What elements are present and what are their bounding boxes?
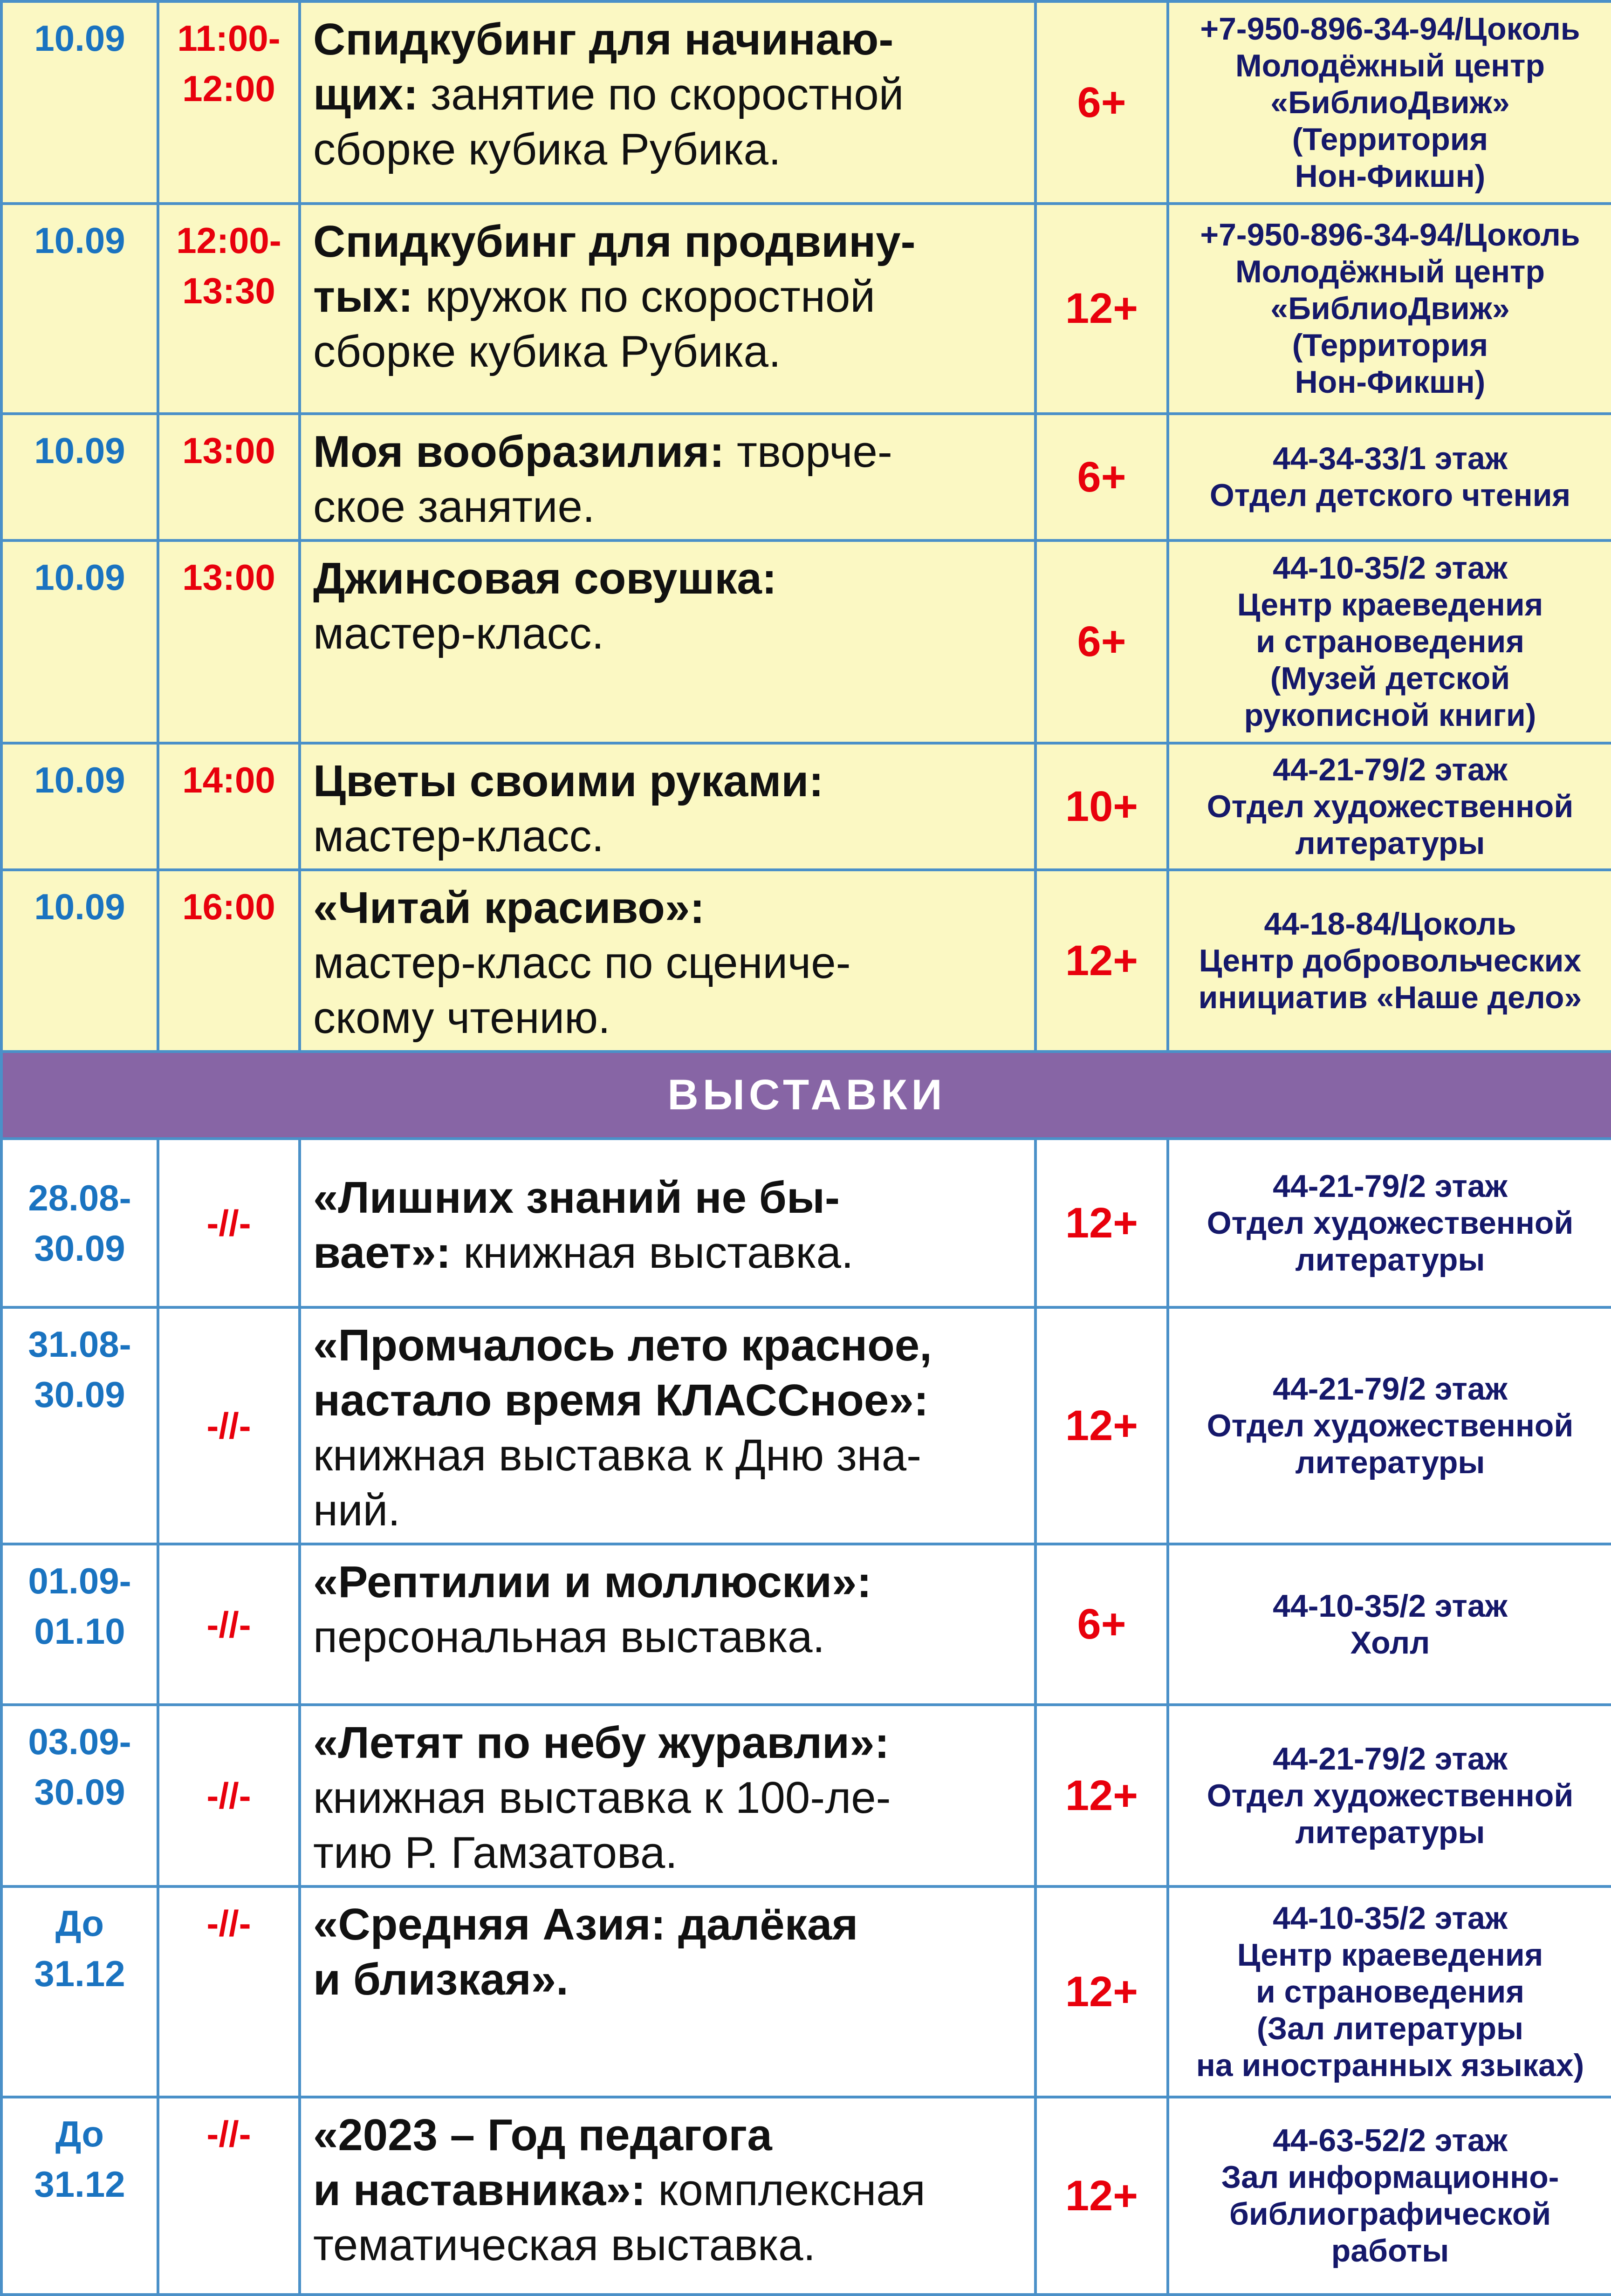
exhibition-row [1,1705,1611,1886]
event-title: «Читай красиво»: мастер-класс по сцениче- скому чтению. [300,870,1035,1052]
event-row [1,414,1611,540]
age-rating: 6+ [1035,540,1168,743]
age-rating: 12+ [1035,1139,1168,1307]
exhibition-dates: 31.08- 30.09 [1,1307,158,1544]
event-row [1,1,1611,204]
age-rating: 6+ [1035,414,1168,540]
event-time: 13:00 [158,540,300,743]
event-title: Цветы своими руками: мастер-класс. [300,743,1035,870]
exhibition-time: -//- [158,1705,300,1886]
exhibition-location: 44-21-79/2 этаж Отдел художественной литературы [1168,1139,1611,1307]
exhibition-dates: До 31.12 [1,1886,158,2097]
exhibition-time: -//- [158,2097,300,2295]
exhibition-title: «Рептилии и моллюски»: персональная выставка. [300,1544,1035,1705]
schedule-body [1,1,1611,2295]
exhibition-row [1,1886,1611,2097]
event-time: 14:00 [158,743,300,870]
event-date: 10.09 [1,743,158,870]
event-date: 10.09 [1,1,158,204]
exhibition-location: 44-21-79/2 этаж Отдел художественной литературы [1168,1307,1611,1544]
exhibition-dates: 28.08- 30.09 [1,1139,158,1307]
event-location: +7-950-896-34-94/Цоколь Молодёжный центр «БиблиоДвиж» (Территория Нон-Фикшн) [1168,204,1611,414]
exhibition-location: 44-10-35/2 этаж Центр краеведения и страноведения (Зал литературы на иностранных языках) [1168,1886,1611,2097]
exhibition-time: -//- [158,1886,300,2097]
exhibition-row [1,1139,1611,1307]
event-title: Моя вообразилия: творче- ское занятие. [300,414,1035,540]
event-date: 10.09 [1,870,158,1052]
exhibition-dates: 01.09- 01.10 [1,1544,158,1705]
event-location: 44-10-35/2 этаж Центр краеведения и страноведения (Музей детской рукописной книги) [1168,540,1611,743]
event-date: 10.09 [1,204,158,414]
exhibition-time: -//- [158,1139,300,1307]
exhibition-title: «Летят по небу журавли»: книжная выставка к 100-ле- тию Р. Гамзатова. [300,1705,1035,1886]
exhibition-dates: До 31.12 [1,2097,158,2295]
event-location: 44-34-33/1 этаж Отдел детского чтения [1168,414,1611,540]
exhibition-title: «2023 – Год педагога и наставника»: комплексная тематическая выставка. [300,2097,1035,2295]
exhibition-row [1,2097,1611,2295]
age-rating: 12+ [1035,1886,1168,2097]
event-row [1,870,1611,1052]
event-title: Джинсовая совушка: мастер-класс. [300,540,1035,743]
age-rating: 10+ [1035,743,1168,870]
event-time: 13:00 [158,414,300,540]
event-time: 16:00 [158,870,300,1052]
exhibition-title: «Промчалось лето красное, настало время КЛАССное»: книжная выставка к Дню зна- ний. [300,1307,1035,1544]
exhibition-row [1,1544,1611,1705]
event-row [1,204,1611,414]
exhibition-location: 44-10-35/2 этаж Холл [1168,1544,1611,1705]
exhibition-location: 44-63-52/2 этаж Зал информационно- библиографической работы [1168,2097,1611,2295]
age-rating: 12+ [1035,2097,1168,2295]
exhibition-title: «Средняя Азия: далёкая и близкая». [300,1886,1035,2097]
exhibition-location: 44-21-79/2 этаж Отдел художественной литературы [1168,1705,1611,1886]
event-location: 44-21-79/2 этаж Отдел художественной литературы [1168,743,1611,870]
age-rating: 12+ [1035,870,1168,1052]
age-rating: 12+ [1035,204,1168,414]
event-title: Спидкубинг для начинаю- щих: занятие по скоростной сборке кубика Рубика. [300,1,1035,204]
exhibition-row [1,1307,1611,1544]
event-time: 11:00- 12:00 [158,1,300,204]
exhibition-time: -//- [158,1307,300,1544]
event-location: 44-18-84/Цоколь Центр добровольческих инициатив «Наше дело» [1168,870,1611,1052]
event-date: 10.09 [1,414,158,540]
exhibition-dates: 03.09- 30.09 [1,1705,158,1886]
event-location: +7-950-896-34-94/Цоколь Молодёжный центр «БиблиоДвиж» (Территория Нон-Фикшн) [1168,1,1611,204]
event-row [1,540,1611,743]
event-title: Спидкубинг для продвину- тых: кружок по скоростной сборке кубика Рубика. [300,204,1035,414]
age-rating: 12+ [1035,1705,1168,1886]
event-date: 10.09 [1,540,158,743]
exhibition-title: «Лишних знаний не бы- вает»: книжная выставка. [300,1139,1035,1307]
section-header-row [1,1052,1611,1139]
exhibition-time: -//- [158,1544,300,1705]
event-row [1,743,1611,870]
event-time: 12:00- 13:30 [158,204,300,414]
age-rating: 6+ [1035,1,1168,204]
section-header: ВЫСТАВКИ [1,1052,1611,1139]
age-rating: 12+ [1035,1307,1168,1544]
age-rating: 6+ [1035,1544,1168,1705]
